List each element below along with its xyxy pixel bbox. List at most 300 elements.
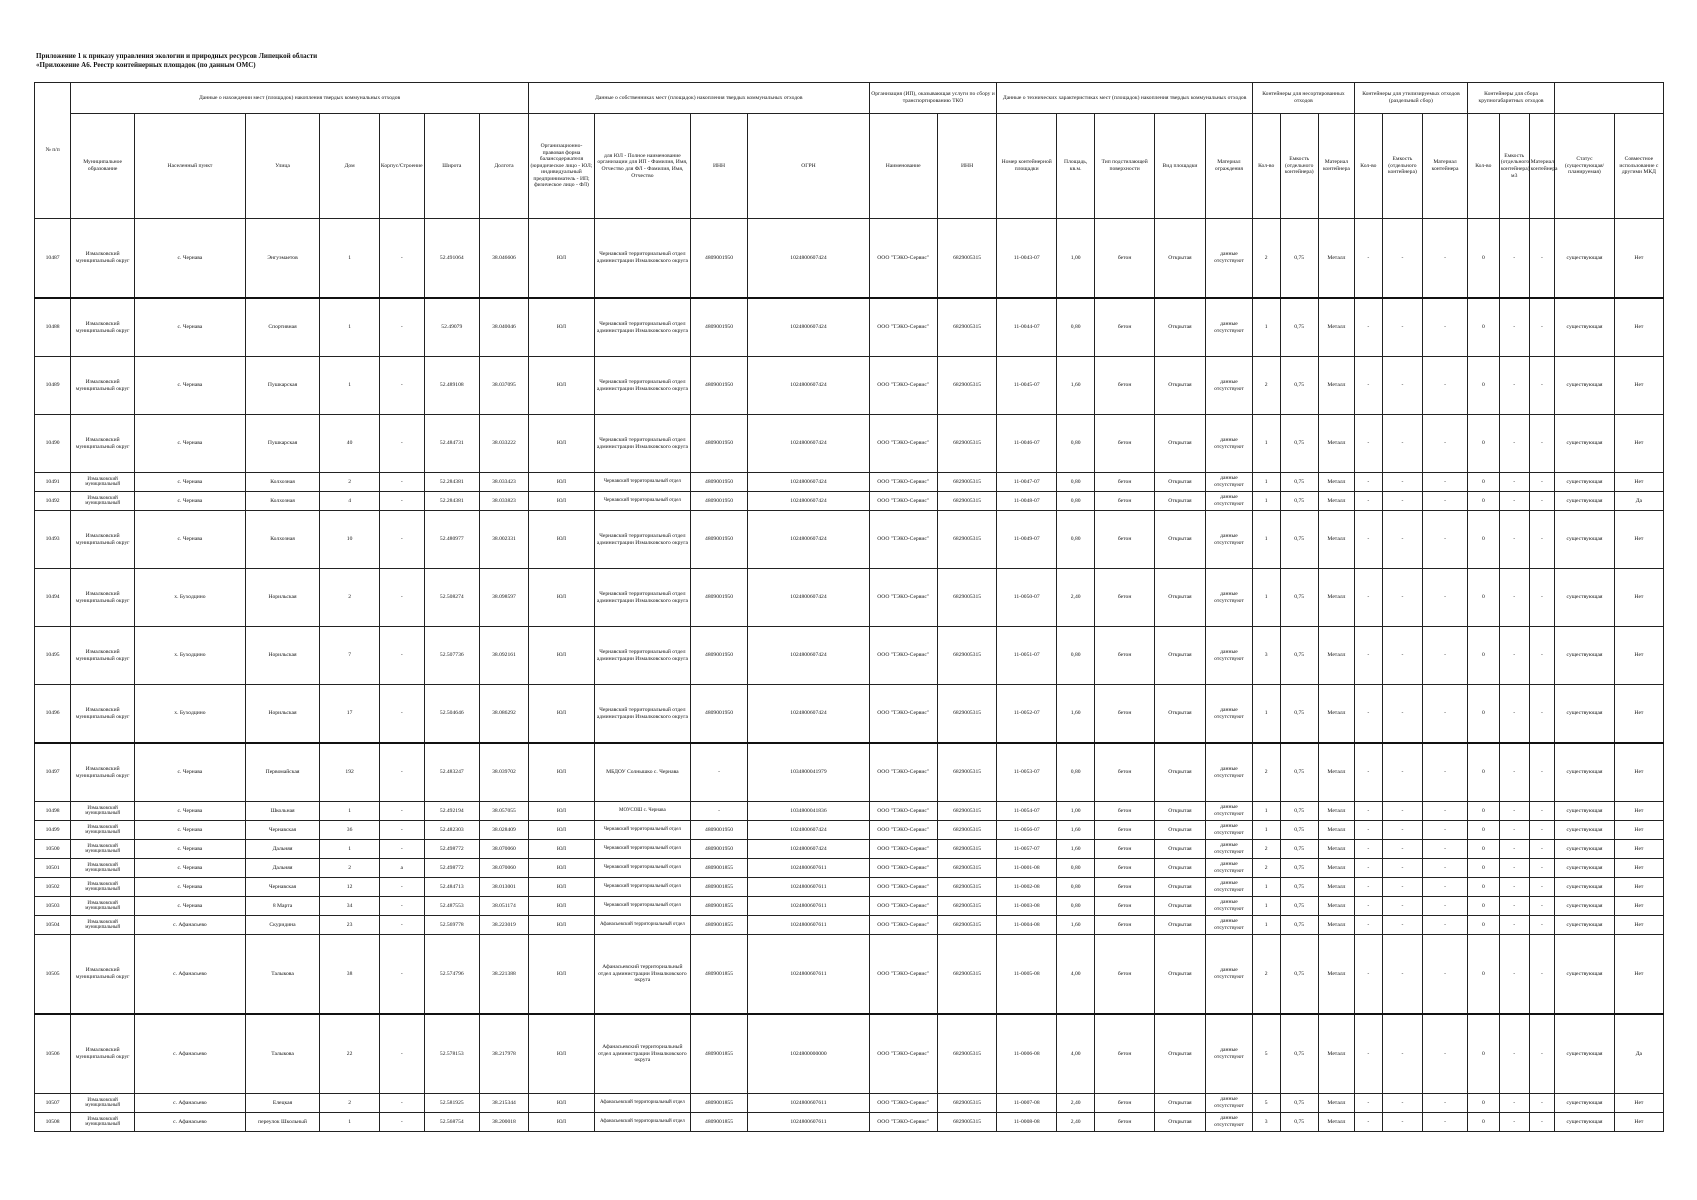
table-cell: - — [1529, 1094, 1555, 1113]
table-cell: 10487 — [35, 219, 71, 299]
table-cell: - — [1382, 511, 1422, 569]
table-cell: - — [1382, 685, 1422, 744]
table-cell: 52.574796 — [424, 935, 479, 1015]
table-cell: 1024800607424 — [748, 685, 869, 744]
table-cell: Дальняя — [245, 859, 320, 878]
table-cell: Афанасьевский территориальный отдел администрации Измалковского округа — [594, 935, 690, 1015]
table-cell: х. Буходцино — [135, 627, 246, 685]
table-cell: ЮЛ — [528, 1113, 594, 1132]
table-cell: 1024800607424 — [748, 627, 869, 685]
table-row — [35, 219, 1664, 299]
table-cell: - — [1529, 821, 1555, 840]
table-cell: - — [1423, 415, 1468, 473]
table-cell: 38.070060 — [479, 859, 528, 878]
table-cell: - — [1499, 878, 1529, 897]
column-header-25: Емкость (отдельного контейнера) м3 — [1499, 114, 1529, 219]
table-cell: Норильская — [245, 685, 320, 744]
table-cell: Измалковский муниципальный округ — [71, 569, 135, 627]
table-cell: с. Афанасьево — [135, 935, 246, 1015]
table-cell: данные отсутствуют — [1206, 878, 1253, 897]
table-cell: ООО "ТЭКО-Сервис" — [869, 802, 937, 821]
table-cell: - — [1423, 743, 1468, 802]
table-cell: данные отсутствуют — [1206, 569, 1253, 627]
table-cell: существующая — [1555, 821, 1615, 840]
table-cell: 38.092161 — [479, 627, 528, 685]
table-cell: - — [1529, 627, 1555, 685]
table-cell: - — [379, 802, 424, 821]
table-cell: 1 — [1252, 511, 1280, 569]
table-cell: - — [379, 743, 424, 802]
table-cell: - — [379, 897, 424, 916]
column-header-17: Материал ограждения — [1206, 114, 1253, 219]
table-cell: существующая — [1555, 627, 1615, 685]
table-cell: 4809001950 — [690, 219, 747, 299]
table-cell: 11-0054-07 — [997, 802, 1057, 821]
table-cell: 2,40 — [1057, 569, 1095, 627]
table-cell: - — [690, 802, 747, 821]
table-cell: бетон — [1095, 1014, 1155, 1094]
table-cell: Металл — [1318, 569, 1354, 627]
table-cell: Измалковский муниципальный округ — [71, 627, 135, 685]
table-cell: ЮЛ — [528, 897, 594, 916]
table-cell: 38.057055 — [479, 802, 528, 821]
table-cell: - — [1355, 219, 1383, 299]
table-cell: Нет — [1614, 357, 1663, 415]
table-cell: Металл — [1318, 840, 1354, 859]
table-cell: Открытая — [1154, 627, 1205, 685]
table-cell: существующая — [1555, 859, 1615, 878]
table-cell: - — [1499, 743, 1529, 802]
table-cell: 0,80 — [1057, 897, 1095, 916]
table-cell: 11-0001-08 — [997, 859, 1057, 878]
table-cell: 1 — [320, 840, 380, 859]
column-header-7: Организационно-правовая форма балансодержателя (юридическое лицо - ЮЛ; индивидуальный предприниматель - ИП; физическое лицо - ФЛ) — [528, 114, 594, 219]
table-cell: бетон — [1095, 569, 1155, 627]
table-cell: Измалковский муниципальный — [71, 1094, 135, 1113]
table-cell: Измалковский муниципальный — [71, 1113, 135, 1132]
table-cell: существующая — [1555, 511, 1615, 569]
table-cell: - — [1423, 492, 1468, 511]
table-cell: Нет — [1614, 859, 1663, 878]
table-cell: 6829005315 — [937, 511, 997, 569]
table-cell: 52.480977 — [424, 511, 479, 569]
table-cell: данные отсутствуют — [1206, 473, 1253, 492]
table-cell: бетон — [1095, 473, 1155, 492]
table-row — [35, 627, 1664, 685]
table-cell: 4809001855 — [690, 916, 747, 935]
table-cell: Металл — [1318, 821, 1354, 840]
table-cell: - — [1499, 821, 1529, 840]
table-cell: 1 — [1252, 473, 1280, 492]
table-cell: - — [1499, 569, 1529, 627]
table-cell: 0 — [1467, 859, 1499, 878]
table-cell: 4809001950 — [690, 298, 747, 357]
table-cell: 0 — [1467, 415, 1499, 473]
table-cell: существующая — [1555, 685, 1615, 744]
table-cell: 52.484731 — [424, 415, 479, 473]
table-cell: - — [1529, 935, 1555, 1015]
table-cell: 4809001855 — [690, 1014, 747, 1094]
table-cell: 38.217978 — [479, 1014, 528, 1094]
table-cell: - — [1499, 1113, 1529, 1132]
table-cell: 0 — [1467, 357, 1499, 415]
table-cell: Нет — [1614, 821, 1663, 840]
table-cell: 0 — [1467, 1014, 1499, 1094]
column-header-8: для ЮЛ - Полное наименование организации для ИП - Фамилия, Имя, Отчество для ФЛ - Фамилия, Имя, Отчество — [594, 114, 690, 219]
table-cell: Нет — [1614, 878, 1663, 897]
table-cell: 38.028409 — [479, 821, 528, 840]
header-line-2: «Приложение А6. Реестр контейнерных площадок (по данным ОМС) — [36, 61, 256, 69]
table-cell: 11-0004-08 — [997, 916, 1057, 935]
table-cell: 38.070060 — [479, 840, 528, 859]
table-cell: бетон — [1095, 878, 1155, 897]
table-cell: - — [1423, 878, 1468, 897]
table-cell: 0 — [1467, 298, 1499, 357]
table-cell: Измалковский муниципальный округ — [71, 357, 135, 415]
table-cell: 11-0053-07 — [997, 743, 1057, 802]
table-cell: - — [1382, 840, 1422, 859]
table-cell: Открытая — [1154, 473, 1205, 492]
table-cell: 52.492194 — [424, 802, 479, 821]
table-cell: существующая — [1555, 916, 1615, 935]
table-cell: бетон — [1095, 821, 1155, 840]
table-cell: 1 — [1252, 878, 1280, 897]
table-cell: 6829005315 — [937, 916, 997, 935]
table-cell: существующая — [1555, 1113, 1615, 1132]
table-cell: 1 — [1252, 821, 1280, 840]
table-cell: 0,80 — [1057, 878, 1095, 897]
table-cell: 6829005315 — [937, 821, 997, 840]
table-cell: 0,80 — [1057, 743, 1095, 802]
column-header-2: Улица — [245, 114, 320, 219]
table-cell: 6829005315 — [937, 473, 997, 492]
table-cell: Чернавский территориальный отдел администрации Измалковского округа — [594, 415, 690, 473]
table-cell: Металл — [1318, 1113, 1354, 1132]
table-cell: - — [1529, 802, 1555, 821]
table-cell: 1 — [1252, 415, 1280, 473]
table-cell: 0,75 — [1280, 897, 1318, 916]
table-cell: Норильская — [245, 569, 320, 627]
table-cell: 17 — [320, 685, 380, 744]
column-header-11: Наименование — [869, 114, 937, 219]
table-cell: ООО "ТЭКО-Сервис" — [869, 935, 937, 1015]
table-cell: данные отсутствуют — [1206, 802, 1253, 821]
header-line-1: Приложение 1 к приказу управления экологии и природных ресурсов Липецкой области — [36, 52, 318, 60]
table-cell: 6829005315 — [937, 859, 997, 878]
table-cell: 2 — [1252, 357, 1280, 415]
table-cell: Измалковский муниципальный — [71, 878, 135, 897]
table-cell: - — [1529, 878, 1555, 897]
table-cell: Афанасьевский территориальный отдел администрации Измалковского округа — [594, 1014, 690, 1094]
group-header-5: Контейнеры для несортированных отходов — [1252, 83, 1354, 114]
table-cell: - — [1382, 492, 1422, 511]
table-cell: Нет — [1614, 569, 1663, 627]
table-cell: данные отсутствуют — [1206, 627, 1253, 685]
table-cell: 4809001950 — [690, 415, 747, 473]
table-cell: Измалковский муниципальный — [71, 897, 135, 916]
table-cell: ООО "ТЭКО-Сервис" — [869, 627, 937, 685]
table-cell: 0,80 — [1057, 473, 1095, 492]
table-cell: 2 — [1252, 935, 1280, 1015]
table-cell: 1 — [1252, 492, 1280, 511]
table-cell: - — [1499, 840, 1529, 859]
table-cell: 6829005315 — [937, 415, 997, 473]
table-cell: с. Чернава — [135, 415, 246, 473]
table-cell: Чернавский территориальный отдел — [594, 821, 690, 840]
table-cell: - — [1355, 569, 1383, 627]
table-cell: 11-0008-08 — [997, 1113, 1057, 1132]
table-cell: 1 — [320, 219, 380, 299]
table-cell: данные отсутствуют — [1206, 840, 1253, 859]
column-header-28: Совместное использование с другими МКД — [1614, 114, 1663, 219]
table-cell: ЮЛ — [528, 473, 594, 492]
table-cell: 23 — [320, 916, 380, 935]
table-cell: - — [1529, 685, 1555, 744]
column-header-10: ОГРН — [748, 114, 869, 219]
table-cell: - — [1382, 569, 1422, 627]
table-cell: 36 — [320, 821, 380, 840]
table-cell: Нет — [1614, 627, 1663, 685]
table-cell: 38.223019 — [479, 916, 528, 935]
table-cell: Чернавский территориальный отдел — [594, 473, 690, 492]
table-cell: - — [1499, 219, 1529, 299]
table-cell: Нет — [1614, 1113, 1663, 1132]
table-cell: - — [1382, 1014, 1422, 1094]
table-cell: 10504 — [35, 916, 71, 935]
table-cell: 4,00 — [1057, 935, 1095, 1015]
table-cell: ЮЛ — [528, 935, 594, 1015]
table-cell: 1024800607611 — [748, 859, 869, 878]
table-cell: 4809001950 — [690, 627, 747, 685]
table-cell: 10505 — [35, 935, 71, 1015]
table-cell: Нет — [1614, 511, 1663, 569]
document-header — [36, 52, 317, 70]
table-cell: 2 — [320, 1094, 380, 1113]
table-cell: 7 — [320, 627, 380, 685]
table-cell: - — [1423, 511, 1468, 569]
table-cell: Металл — [1318, 627, 1354, 685]
table-cell: 10506 — [35, 1014, 71, 1094]
table-cell: бетон — [1095, 916, 1155, 935]
table-cell: 2 — [320, 569, 380, 627]
table-cell: 0,75 — [1280, 821, 1318, 840]
table-cell: 10499 — [35, 821, 71, 840]
table-cell: бетон — [1095, 840, 1155, 859]
table-cell: Измалковский муниципальный округ — [71, 415, 135, 473]
table-cell: с. Чернава — [135, 878, 246, 897]
table-cell: 4809001950 — [690, 357, 747, 415]
table-cell: бетон — [1095, 743, 1155, 802]
table-cell: Открытая — [1154, 840, 1205, 859]
table-cell: данные отсутствуют — [1206, 1014, 1253, 1094]
table-cell: - — [1499, 802, 1529, 821]
table-cell: бетон — [1095, 627, 1155, 685]
column-header-15: Тип подстилающей поверхности — [1095, 114, 1155, 219]
table-cell: с. Афанасьево — [135, 1113, 246, 1132]
table-cell: ЮЛ — [528, 1014, 594, 1094]
table-cell: ООО "ТЭКО-Сервис" — [869, 1094, 937, 1113]
group-header-8 — [1555, 83, 1664, 114]
table-cell: ЮЛ — [528, 685, 594, 744]
table-cell: Открытая — [1154, 685, 1205, 744]
table-cell: - — [1382, 357, 1422, 415]
container-sites-registry-table — [34, 82, 1664, 1132]
table-cell: 0,80 — [1057, 298, 1095, 357]
table-row — [35, 569, 1664, 627]
table-cell: ООО "ТЭКО-Сервис" — [869, 357, 937, 415]
table-cell: 1024800607611 — [748, 916, 869, 935]
table-cell: - — [1382, 627, 1422, 685]
table-cell: МОУСОШ с. Чернава — [594, 802, 690, 821]
table-cell: 8 Марта — [245, 897, 320, 916]
table-cell: 0 — [1467, 569, 1499, 627]
table-cell: ООО "ТЭКО-Сервис" — [869, 492, 937, 511]
table-cell: с. Афанасьево — [135, 1094, 246, 1113]
table-cell: - — [1423, 859, 1468, 878]
table-cell: 0 — [1467, 916, 1499, 935]
table-cell: 1024800607611 — [748, 878, 869, 897]
table-cell: Пушкарская — [245, 415, 320, 473]
table-cell: Металл — [1318, 802, 1354, 821]
table-cell: Нет — [1614, 1094, 1663, 1113]
table-cell: Чернавский территориальный отдел — [594, 840, 690, 859]
table-cell: Измалковский муниципальный округ — [71, 511, 135, 569]
table-row — [35, 821, 1664, 840]
table-cell: 6829005315 — [937, 1113, 997, 1132]
table-cell: - — [1499, 935, 1529, 1015]
table-cell: 10508 — [35, 1113, 71, 1132]
table-cell: 11-0052-07 — [997, 685, 1057, 744]
table-cell: 0,75 — [1280, 859, 1318, 878]
table-cell: - — [1423, 935, 1468, 1015]
table-cell: - — [379, 821, 424, 840]
table-cell: - — [1529, 415, 1555, 473]
table-cell: - — [1382, 821, 1422, 840]
table-cell: - — [1423, 897, 1468, 916]
table-cell: 11-0002-08 — [997, 878, 1057, 897]
table-cell: Нет — [1614, 897, 1663, 916]
table-cell: 11-0043-07 — [997, 219, 1057, 299]
table-cell: 0,75 — [1280, 415, 1318, 473]
table-cell: с. Чернава — [135, 511, 246, 569]
table-cell: существующая — [1555, 357, 1615, 415]
group-header-6: Контейнеры для утилизируемых отходов (раздельный сбор) — [1355, 83, 1468, 114]
table-cell: 11-0050-07 — [997, 569, 1057, 627]
column-header-16: Вид площадки — [1154, 114, 1205, 219]
table-cell: ООО "ТЭКО-Сервис" — [869, 415, 937, 473]
table-cell: Металл — [1318, 219, 1354, 299]
table-cell: 0,75 — [1280, 569, 1318, 627]
table-cell: 52.508274 — [424, 569, 479, 627]
table-cell: Измалковский муниципальный округ — [71, 298, 135, 357]
column-header-9: ИНН — [690, 114, 747, 219]
table-cell: данные отсутствуют — [1206, 821, 1253, 840]
table-cell: 52.482303 — [424, 821, 479, 840]
table-cell: Измалковский муниципальный — [71, 840, 135, 859]
table-cell: 38.200018 — [479, 1113, 528, 1132]
table-cell: с. Чернава — [135, 357, 246, 415]
table-cell: Измалковский муниципальный — [71, 821, 135, 840]
table-cell: 3 — [1252, 627, 1280, 685]
table-cell: Измалковский муниципальный — [71, 859, 135, 878]
table-cell: - — [1499, 916, 1529, 935]
table-cell: Открытая — [1154, 821, 1205, 840]
table-cell: данные отсутствуют — [1206, 511, 1253, 569]
column-header-26: Материал контейнера — [1529, 114, 1555, 219]
table-cell: 0,75 — [1280, 357, 1318, 415]
table-cell: 0,75 — [1280, 1014, 1318, 1094]
table-cell: - — [379, 511, 424, 569]
table-cell: 0,75 — [1280, 219, 1318, 299]
table-cell: - — [1529, 492, 1555, 511]
table-cell: Скуридина — [245, 916, 320, 935]
table-cell: ЮЛ — [528, 569, 594, 627]
table-cell: 11-0056-07 — [997, 821, 1057, 840]
table-cell: бетон — [1095, 935, 1155, 1015]
table-cell: Норильская — [245, 627, 320, 685]
table-cell: - — [379, 1094, 424, 1113]
table-cell: Открытая — [1154, 743, 1205, 802]
table-cell: - — [1355, 627, 1383, 685]
table-cell: - — [1499, 298, 1529, 357]
table-cell: - — [1529, 897, 1555, 916]
table-cell: Афанасьевский территориальный отдел — [594, 1094, 690, 1113]
table-cell: Да — [1614, 492, 1663, 511]
table-cell: 52.498772 — [424, 859, 479, 878]
table-cell: данные отсутствуют — [1206, 859, 1253, 878]
table-cell: 10495 — [35, 627, 71, 685]
table-cell: ООО "ТЭКО-Сервис" — [869, 473, 937, 492]
table-cell: - — [1355, 821, 1383, 840]
table-cell: Измалковский муниципальный округ — [71, 935, 135, 1015]
table-cell: - — [1382, 935, 1422, 1015]
table-cell: - — [379, 685, 424, 744]
table-cell: 4,00 — [1057, 1014, 1095, 1094]
table-cell: 3 — [1252, 1113, 1280, 1132]
table-cell: 0 — [1467, 840, 1499, 859]
table-cell: 11-0045-07 — [997, 357, 1057, 415]
column-header-21: Кол-во — [1355, 114, 1383, 219]
table-cell: бетон — [1095, 897, 1155, 916]
table-cell: 1 — [1252, 802, 1280, 821]
table-cell: 38.046606 — [479, 219, 528, 299]
table-cell: 1 — [1252, 916, 1280, 935]
table-cell: 4 — [320, 492, 380, 511]
table-cell: 1 — [320, 298, 380, 357]
table-cell: - — [1529, 859, 1555, 878]
table-cell: 6829005315 — [937, 743, 997, 802]
table-cell: существующая — [1555, 298, 1615, 357]
table-cell: - — [1355, 1014, 1383, 1094]
table-cell: бетон — [1095, 357, 1155, 415]
table-cell: 1024800607424 — [748, 492, 869, 511]
table-cell: 1 — [1252, 897, 1280, 916]
table-cell: 0,80 — [1057, 627, 1095, 685]
table-cell: 38.013001 — [479, 878, 528, 897]
table-cell: - — [1529, 298, 1555, 357]
table-cell: 0,75 — [1280, 916, 1318, 935]
table-cell: 11-0044-07 — [997, 298, 1057, 357]
table-cell: существующая — [1555, 840, 1615, 859]
table-cell: данные отсутствуют — [1206, 298, 1253, 357]
table-cell: Открытая — [1154, 511, 1205, 569]
table-cell: 11-0047-07 — [997, 473, 1057, 492]
table-cell: Открытая — [1154, 1113, 1205, 1132]
table-cell: Колхозная — [245, 511, 320, 569]
table-cell: ООО "ТЭКО-Сервис" — [869, 743, 937, 802]
table-cell: - — [1355, 802, 1383, 821]
table-cell: - — [1499, 357, 1529, 415]
